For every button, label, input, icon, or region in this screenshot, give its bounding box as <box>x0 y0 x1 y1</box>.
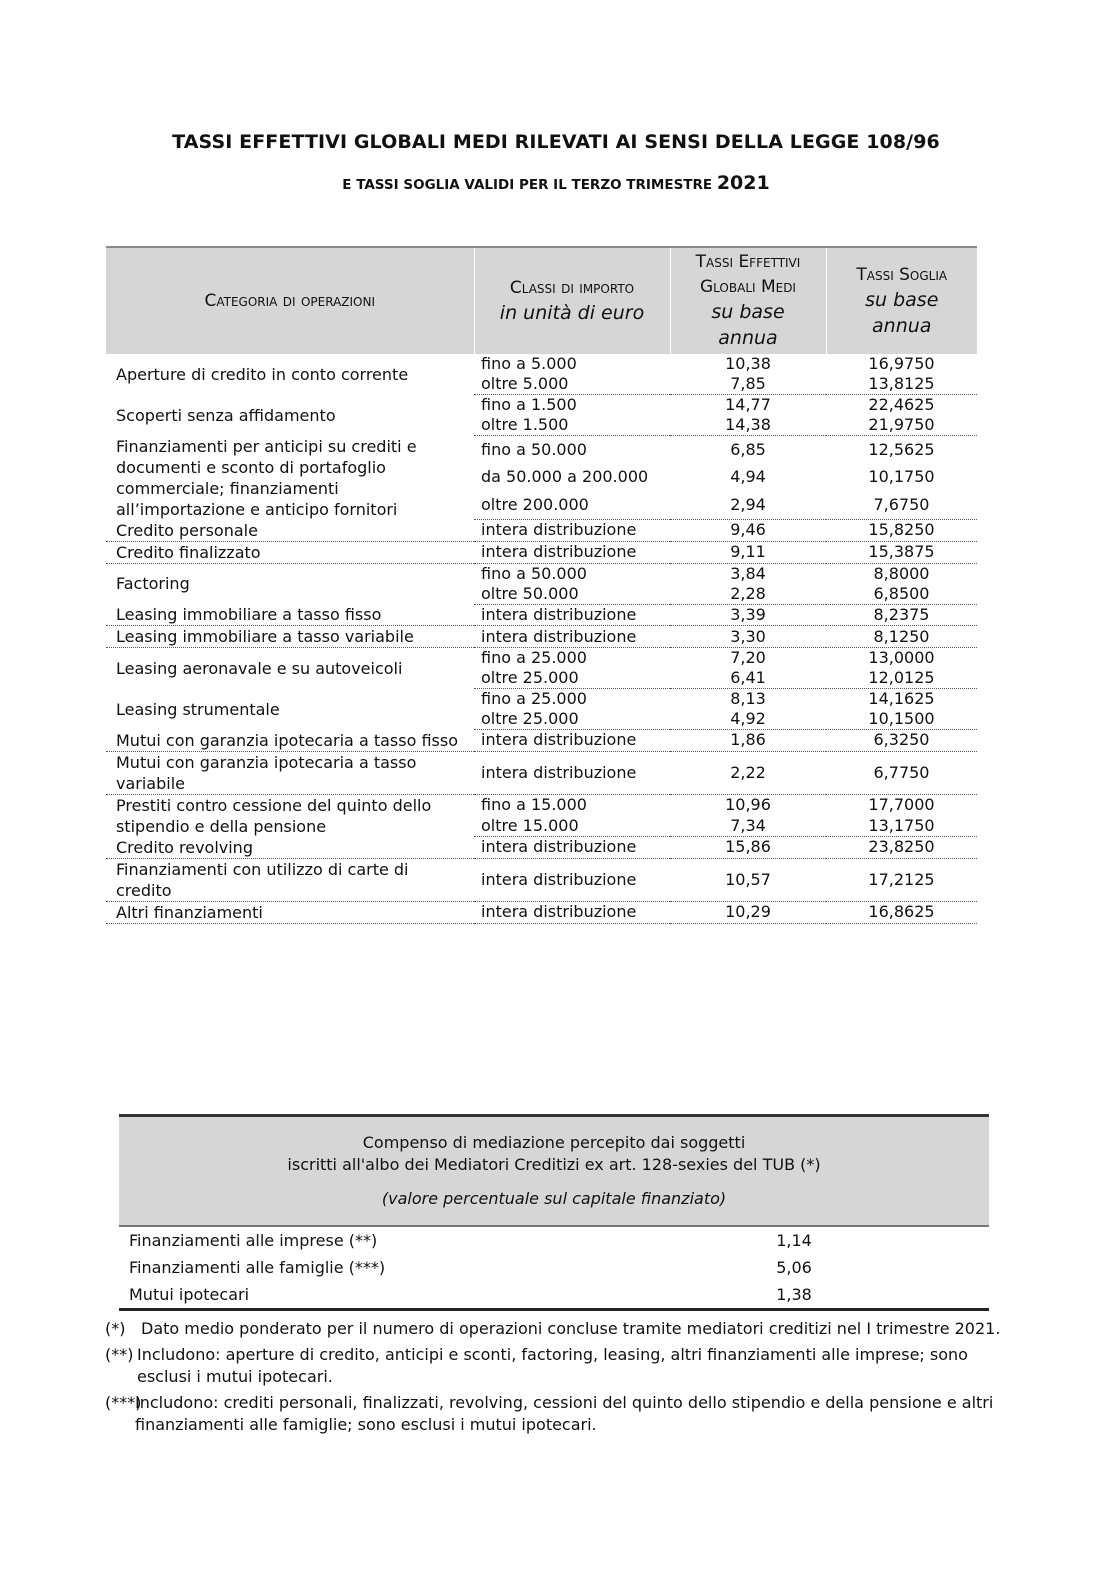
class-cell: fino a 50.000 <box>481 563 587 583</box>
class-cell: oltre 5.000 <box>474 374 670 395</box>
class-cell: fino a 1.500 <box>481 395 577 414</box>
class-cell: oltre 25.000 <box>474 709 670 730</box>
teg-cell: 8,13 <box>730 689 766 708</box>
class-cell: oltre 15.000 <box>474 815 670 836</box>
category-cell: Mutui con garanzia ipotecaria a tasso variabile <box>106 751 474 794</box>
class-cell: intera distribuzione <box>474 858 670 901</box>
mediation-header <box>119 1116 989 1227</box>
mediation-header-line1: Compenso di mediazione percepito dai soggetti <box>362 1133 746 1152</box>
footnote-text: Includono: crediti personali, finalizzati, revolving, cessioni del quinto dello stipendio e della pensione e altri finanziamenti alle famiglie; sono esclusi i mutui ipotecari. <box>135 1393 994 1434</box>
soglia-cell: 7,6750 <box>826 491 977 519</box>
header-category <box>106 247 474 354</box>
header-teg-line3: su base <box>711 301 785 323</box>
table-row <box>106 541 977 563</box>
mediation-header-note: (valore percentuale sul capitale finanziato) <box>381 1189 727 1208</box>
category-cell: Credito personale <box>106 520 474 542</box>
header-teg-line2: Globali Medi <box>700 277 796 297</box>
teg-cell: 10,38 <box>725 354 771 373</box>
header-teg-line4: annua <box>718 327 778 349</box>
teg-cell: 3,84 <box>730 563 766 583</box>
teg-cell: 2,94 <box>670 491 826 519</box>
table-row <box>119 1281 989 1310</box>
footnote-marker: (*) <box>105 1319 126 1338</box>
category-cell: Factoring <box>116 574 190 594</box>
class-cell: oltre 200.000 <box>474 491 670 519</box>
subtitle-text: E TASSI SOGLIA VALIDI PER IL TERZO TRIMESTRE <box>342 177 713 193</box>
table-row <box>106 901 977 923</box>
mediation-header-row <box>119 1116 989 1227</box>
teg-cell: 1,86 <box>670 730 826 752</box>
category-cell: Altri finanziamenti <box>106 901 474 923</box>
category-cell: Mutui con garanzia ipotecaria a tasso fisso <box>106 730 474 752</box>
soglia-cell: 14,1625 <box>868 689 935 708</box>
soglia-cell: 6,8500 <box>826 584 977 605</box>
mediation-value: 5,06 <box>776 1258 812 1277</box>
table-row <box>106 626 977 648</box>
table-row <box>119 1226 989 1254</box>
page-title: TASSI EFFETTIVI GLOBALI MEDI RILEVATI AI SENSI DELLA LEGGE 108/96 <box>172 131 940 153</box>
class-cell: intera distribuzione <box>474 730 670 752</box>
header-classes <box>474 247 670 354</box>
mediation-value: 1,38 <box>699 1281 989 1310</box>
mediation-table <box>119 1114 989 1311</box>
teg-cell: 15,86 <box>670 837 826 859</box>
footnote <box>105 1392 1005 1436</box>
teg-cell: 14,77 <box>725 395 771 414</box>
table-row <box>106 837 977 859</box>
soglia-cell: 15,3875 <box>826 541 977 563</box>
table-row <box>106 604 977 626</box>
soglia-cell: 17,2125 <box>826 858 977 901</box>
rates-header-row <box>106 247 977 354</box>
teg-cell: 2,22 <box>670 751 826 794</box>
teg-cell: 4,92 <box>670 709 826 730</box>
header-soglia-line3: annua <box>872 314 932 337</box>
table-row <box>106 395 977 416</box>
category-cell: Finanziamenti con utilizzo di carte di credito <box>106 858 474 901</box>
teg-cell: 2,28 <box>670 584 826 605</box>
footnote <box>105 1344 1005 1388</box>
teg-cell: 10,57 <box>670 858 826 901</box>
mediation-label: Finanziamenti alle famiglie (***) <box>129 1258 386 1277</box>
soglia-cell: 10,1750 <box>868 467 935 487</box>
class-cell: intera distribuzione <box>474 541 670 563</box>
teg-cell: 14,38 <box>670 415 826 436</box>
soglia-cell: 16,9750 <box>868 354 935 373</box>
subtitle-year: 2021 <box>716 172 770 194</box>
table-row <box>106 751 977 794</box>
header-teg <box>670 247 826 354</box>
soglia-cell: 8,1250 <box>826 626 977 648</box>
class-cell: fino a 25.000 <box>481 689 587 708</box>
header-category-label: Categoria di operazioni <box>204 290 376 311</box>
class-cell: intera distribuzione <box>474 604 670 626</box>
soglia-cell: 6,7750 <box>826 751 977 794</box>
footnote-text: Includono: aperture di credito, anticipi e sconti, factoring, leasing, altri finanziamenti alle imprese; sono esclusi i mutui ipotecari. <box>137 1345 968 1386</box>
soglia-cell: 21,9750 <box>826 415 977 436</box>
footnote-marker: (***) <box>105 1393 142 1412</box>
category-cell: Credito finalizzato <box>106 541 474 563</box>
class-cell: oltre 50.000 <box>474 584 670 605</box>
soglia-cell: 8,2375 <box>826 604 977 626</box>
table-row <box>106 689 977 710</box>
teg-cell: 9,11 <box>670 541 826 563</box>
category-cell: Credito revolving <box>106 837 474 859</box>
teg-cell: 6,85 <box>730 439 766 459</box>
soglia-cell: 15,8250 <box>826 520 977 542</box>
category-cell: Prestiti contro cessione del quinto dello stipendio e della pensione <box>116 795 432 836</box>
page-subtitle <box>0 172 1112 194</box>
header-soglia <box>826 247 977 354</box>
class-cell: fino a 50.000 <box>481 439 587 459</box>
teg-cell: 10,29 <box>670 901 826 923</box>
footnote-text: Dato medio ponderato per il numero di operazioni concluse tramite mediatori creditizi nel I trimestre 2021. <box>141 1319 1001 1338</box>
class-cell: da 50.000 a 200.000 <box>481 467 649 487</box>
category-cell: Leasing aeronavale e su autoveicoli <box>116 658 403 678</box>
mediation-label: Finanziamenti alle imprese (**) <box>129 1231 378 1250</box>
class-cell: fino a 25.000 <box>481 648 587 667</box>
teg-cell: 3,30 <box>670 626 826 648</box>
table-row <box>106 563 977 584</box>
rates-body <box>106 354 977 923</box>
mediation-header-line2: iscritti all'albo dei Mediatori Creditizi ex art. 128-sexies del TUB (*) <box>287 1155 821 1174</box>
class-cell: intera distribuzione <box>474 520 670 542</box>
soglia-cell: 6,3250 <box>826 730 977 752</box>
table-row <box>106 794 977 815</box>
teg-cell: 3,39 <box>670 604 826 626</box>
category-cell: Leasing strumentale <box>116 699 280 719</box>
soglia-cell: 13,0000 <box>868 648 935 667</box>
teg-cell: 7,85 <box>670 374 826 395</box>
category-cell: Scoperti senza affidamento <box>116 405 336 425</box>
class-cell: intera distribuzione <box>474 626 670 648</box>
header-classes-line1: Classi di importo <box>509 277 635 298</box>
class-cell: intera distribuzione <box>474 901 670 923</box>
teg-cell: 7,34 <box>670 815 826 836</box>
footnote <box>105 1318 1005 1340</box>
mediation-value: 1,14 <box>776 1231 812 1250</box>
footnotes <box>105 1318 1005 1440</box>
class-cell: oltre 25.000 <box>474 668 670 689</box>
class-cell: intera distribuzione <box>474 751 670 794</box>
mediation-label: Mutui ipotecari <box>119 1281 699 1310</box>
soglia-cell: 22,4625 <box>868 395 935 414</box>
teg-cell: 4,94 <box>730 467 766 487</box>
soglia-cell: 17,7000 <box>868 794 935 814</box>
table-row <box>106 730 977 752</box>
class-cell: fino a 15.000 <box>481 794 587 814</box>
rates-table <box>106 246 977 924</box>
soglia-cell: 16,8625 <box>826 901 977 923</box>
teg-cell: 6,41 <box>670 668 826 689</box>
category-cell: Finanziamenti per anticipi su crediti e documenti e sconto di portafoglio commerciale; finanziamenti all’importazione e anticipo fornitori <box>116 436 417 519</box>
class-cell: oltre 1.500 <box>474 415 670 436</box>
category-cell: Aperture di credito in conto corrente <box>116 364 409 384</box>
table-row <box>106 520 977 542</box>
soglia-cell: 13,8125 <box>826 374 977 395</box>
header-classes-line2: in unità di euro <box>499 301 645 324</box>
class-cell: fino a 5.000 <box>481 354 577 373</box>
soglia-cell: 23,8250 <box>826 837 977 859</box>
table-row <box>106 436 977 464</box>
header-soglia-line1: Tassi Soglia <box>856 264 948 285</box>
category-cell: Leasing immobiliare a tasso variabile <box>106 626 474 648</box>
soglia-cell: 13,1750 <box>826 815 977 836</box>
soglia-cell: 10,1500 <box>826 709 977 730</box>
table-row <box>106 648 977 669</box>
table-row <box>106 858 977 901</box>
category-cell: Leasing immobiliare a tasso fisso <box>106 604 474 626</box>
teg-cell: 7,20 <box>730 648 766 667</box>
header-soglia-line2: su base <box>865 288 939 311</box>
soglia-cell: 8,8000 <box>873 563 930 583</box>
header-teg-line1: Tassi Effettivi <box>695 252 801 272</box>
teg-cell: 10,96 <box>725 794 771 814</box>
footnote-marker: (**) <box>105 1345 134 1364</box>
table-row <box>106 354 977 374</box>
soglia-cell: 12,0125 <box>826 668 977 689</box>
class-cell: intera distribuzione <box>474 837 670 859</box>
soglia-cell: 12,5625 <box>868 439 935 459</box>
table-row <box>119 1254 989 1281</box>
teg-cell: 9,46 <box>670 520 826 542</box>
